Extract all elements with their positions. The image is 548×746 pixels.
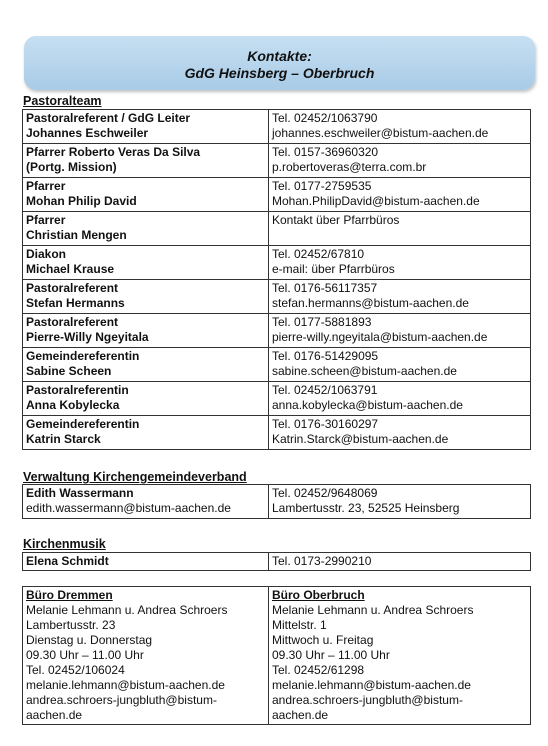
person-cell [23,314,269,348]
buero-line: 09.30 Uhr – 11.00 Uhr [272,648,390,662]
buero-line: Mittwoch u. Freitag [272,633,374,647]
buero-line: Dienstag u. Donnerstag [26,633,153,647]
person-cell [23,382,269,416]
table-row [23,485,531,519]
buero-line: Lambertusstr. 23 [26,618,116,632]
contact-email[interactable]: stefan.hermanns@bistum-aachen.de [272,296,469,310]
contact-cell [269,246,531,280]
contact-name: Pierre-Willy Ngeyitala [26,330,149,344]
contact-phone: Tel. 02452/9648069 [272,486,378,500]
kirchenmusik-table [22,552,531,571]
person-cell [23,110,269,144]
contact-name: Katrin Starck [26,432,101,446]
buero-line: Melanie Lehmann u. Andrea Schroers [26,603,228,617]
contact-role: Gemeindereferentin [26,417,140,431]
table-row [23,246,531,280]
contact-phone: Tel. 02452/67810 [272,247,365,261]
contact-name: Anna Kobylecka [26,398,120,412]
contact-cell [269,314,531,348]
table-row [23,280,531,314]
contact-role: Pastoralreferent / GdG Leiter [26,111,191,125]
contact-email[interactable]: Katrin.Starck@bistum-aachen.de [272,432,449,446]
person-cell [23,144,269,178]
person-cell [23,212,269,246]
contact-cell [269,178,531,212]
contact-email[interactable]: pierre-willy.ngeyitala@bistum-aachen.de [272,330,488,344]
buero-oberbruch-cell [269,587,531,725]
contact-phone: Tel. 02452/1063790 [272,111,378,125]
section-title-kirchenmusik: Kirchenmusik [23,537,106,551]
buero-line: Tel. 02452/61298 [272,663,365,677]
table-row [23,382,531,416]
buero-table [22,586,531,725]
contact-cell [269,348,531,382]
contact-role: Gemeindereferentin [26,349,140,363]
buero-dremmen-title: Büro Dremmen [26,588,113,602]
contact-name: Elena Schmidt [23,553,269,571]
contact-name: Christian Mengen [26,228,127,242]
contact-email[interactable]: sabine.scheen@bistum-aachen.de [272,364,457,378]
contact-name: Sabine Scheen [26,364,112,378]
buero-email[interactable]: andrea.schroers-jungbluth@bistum- [26,693,217,707]
header-subtitle: GdG Heinsberg – Oberbruch [184,65,375,81]
contact-cell [269,280,531,314]
contact-role: Pfarrer [26,179,66,193]
contact-email[interactable]: anna.kobylecka@bistum-aachen.de [272,398,463,412]
contact-phone: Tel. 0173-2990210 [269,553,531,571]
section-title-pastoralteam: Pastoralteam [23,94,102,108]
header-box [24,36,535,90]
contact-address: Lambertusstr. 23, 52525 Heinsberg [272,501,460,515]
buero-email[interactable]: melanie.lehmann@bistum-aachen.de [26,678,225,692]
contact-email[interactable]: Mohan.PhilipDavid@bistum-aachen.de [272,194,480,208]
person-cell [23,280,269,314]
person-cell [23,348,269,382]
contact-details-cell [269,485,531,519]
person-cell [23,416,269,450]
table-row [23,553,531,571]
table-row [23,144,531,178]
contact-cell [269,416,531,450]
contact-name: Edith Wassermann [26,486,134,500]
contact-cell [269,382,531,416]
table-row [23,178,531,212]
contact-phone: Tel. 0176-56117357 [272,281,378,295]
contact-role: Pastoralreferent [26,281,119,295]
verwaltung-table [22,484,531,519]
contact-phone: Tel. 02452/1063791 [272,383,378,397]
contact-name: Michael Krause [26,262,115,276]
contact-email[interactable]: p.robertoveras@terra.com.br [272,160,427,174]
table-row [23,416,531,450]
buero-email[interactable]: melanie.lehmann@bistum-aachen.de [272,678,471,692]
contact-role: Pastoralreferent [26,315,119,329]
buero-line: 09.30 Uhr – 11.00 Uhr [26,648,144,662]
contact-cell [269,212,531,246]
table-row [23,212,531,246]
contact-phone: Tel. 0176-30160297 [272,417,379,431]
buero-dremmen-cell [23,587,269,725]
buero-email[interactable]: aachen.de [272,708,329,722]
contact-name: (Portg. Mission) [26,160,117,174]
contact-email[interactable]: edith.wassermann@bistum-aachen.de [26,501,231,515]
buero-oberbruch-title: Büro Oberbruch [272,588,365,602]
header-title: Kontakte: [247,48,312,64]
table-row [23,587,531,725]
buero-email[interactable]: aachen.de [26,708,83,722]
table-row [23,314,531,348]
buero-email[interactable]: andrea.schroers-jungbluth@bistum- [272,693,463,707]
buero-line: Mittelstr. 1 [272,618,327,632]
contact-name: Mohan Philip David [26,194,137,208]
contact-cell [269,110,531,144]
contact-role: Diakon [26,247,67,261]
contact-email[interactable]: johannes.eschweiler@bistum-aachen.de [272,126,489,140]
contact-phone: Tel. 0177-5881893 [272,315,372,329]
contact-person-cell [23,485,269,519]
contact-email[interactable]: e-mail: über Pfarrbüros [272,262,395,276]
section-title-verwaltung: Verwaltung Kirchengemeindeverband [23,470,247,484]
contact-role: Pastoralreferentin [26,383,129,397]
person-cell [23,178,269,212]
table-row [23,110,531,144]
table-row [23,348,531,382]
pastoralteam-table [22,109,531,450]
person-cell [23,246,269,280]
contact-role: Pfarrer [26,213,66,227]
contact-cell [269,144,531,178]
contact-phone: Tel. 0176-51429095 [272,349,379,363]
contact-role: Pfarrer Roberto Veras Da Silva [26,145,201,159]
contact-phone: Kontakt über Pfarrbüros [272,213,400,227]
buero-line: Tel. 02452/106024 [26,663,125,677]
contact-name: Stefan Hermanns [26,296,125,310]
contact-phone: Tel. 0177-2759535 [272,179,372,193]
buero-line: Melanie Lehmann u. Andrea Schroers [272,603,474,617]
contact-phone: Tel. 0157-36960320 [272,145,379,159]
contact-name: Johannes Eschweiler [26,126,149,140]
